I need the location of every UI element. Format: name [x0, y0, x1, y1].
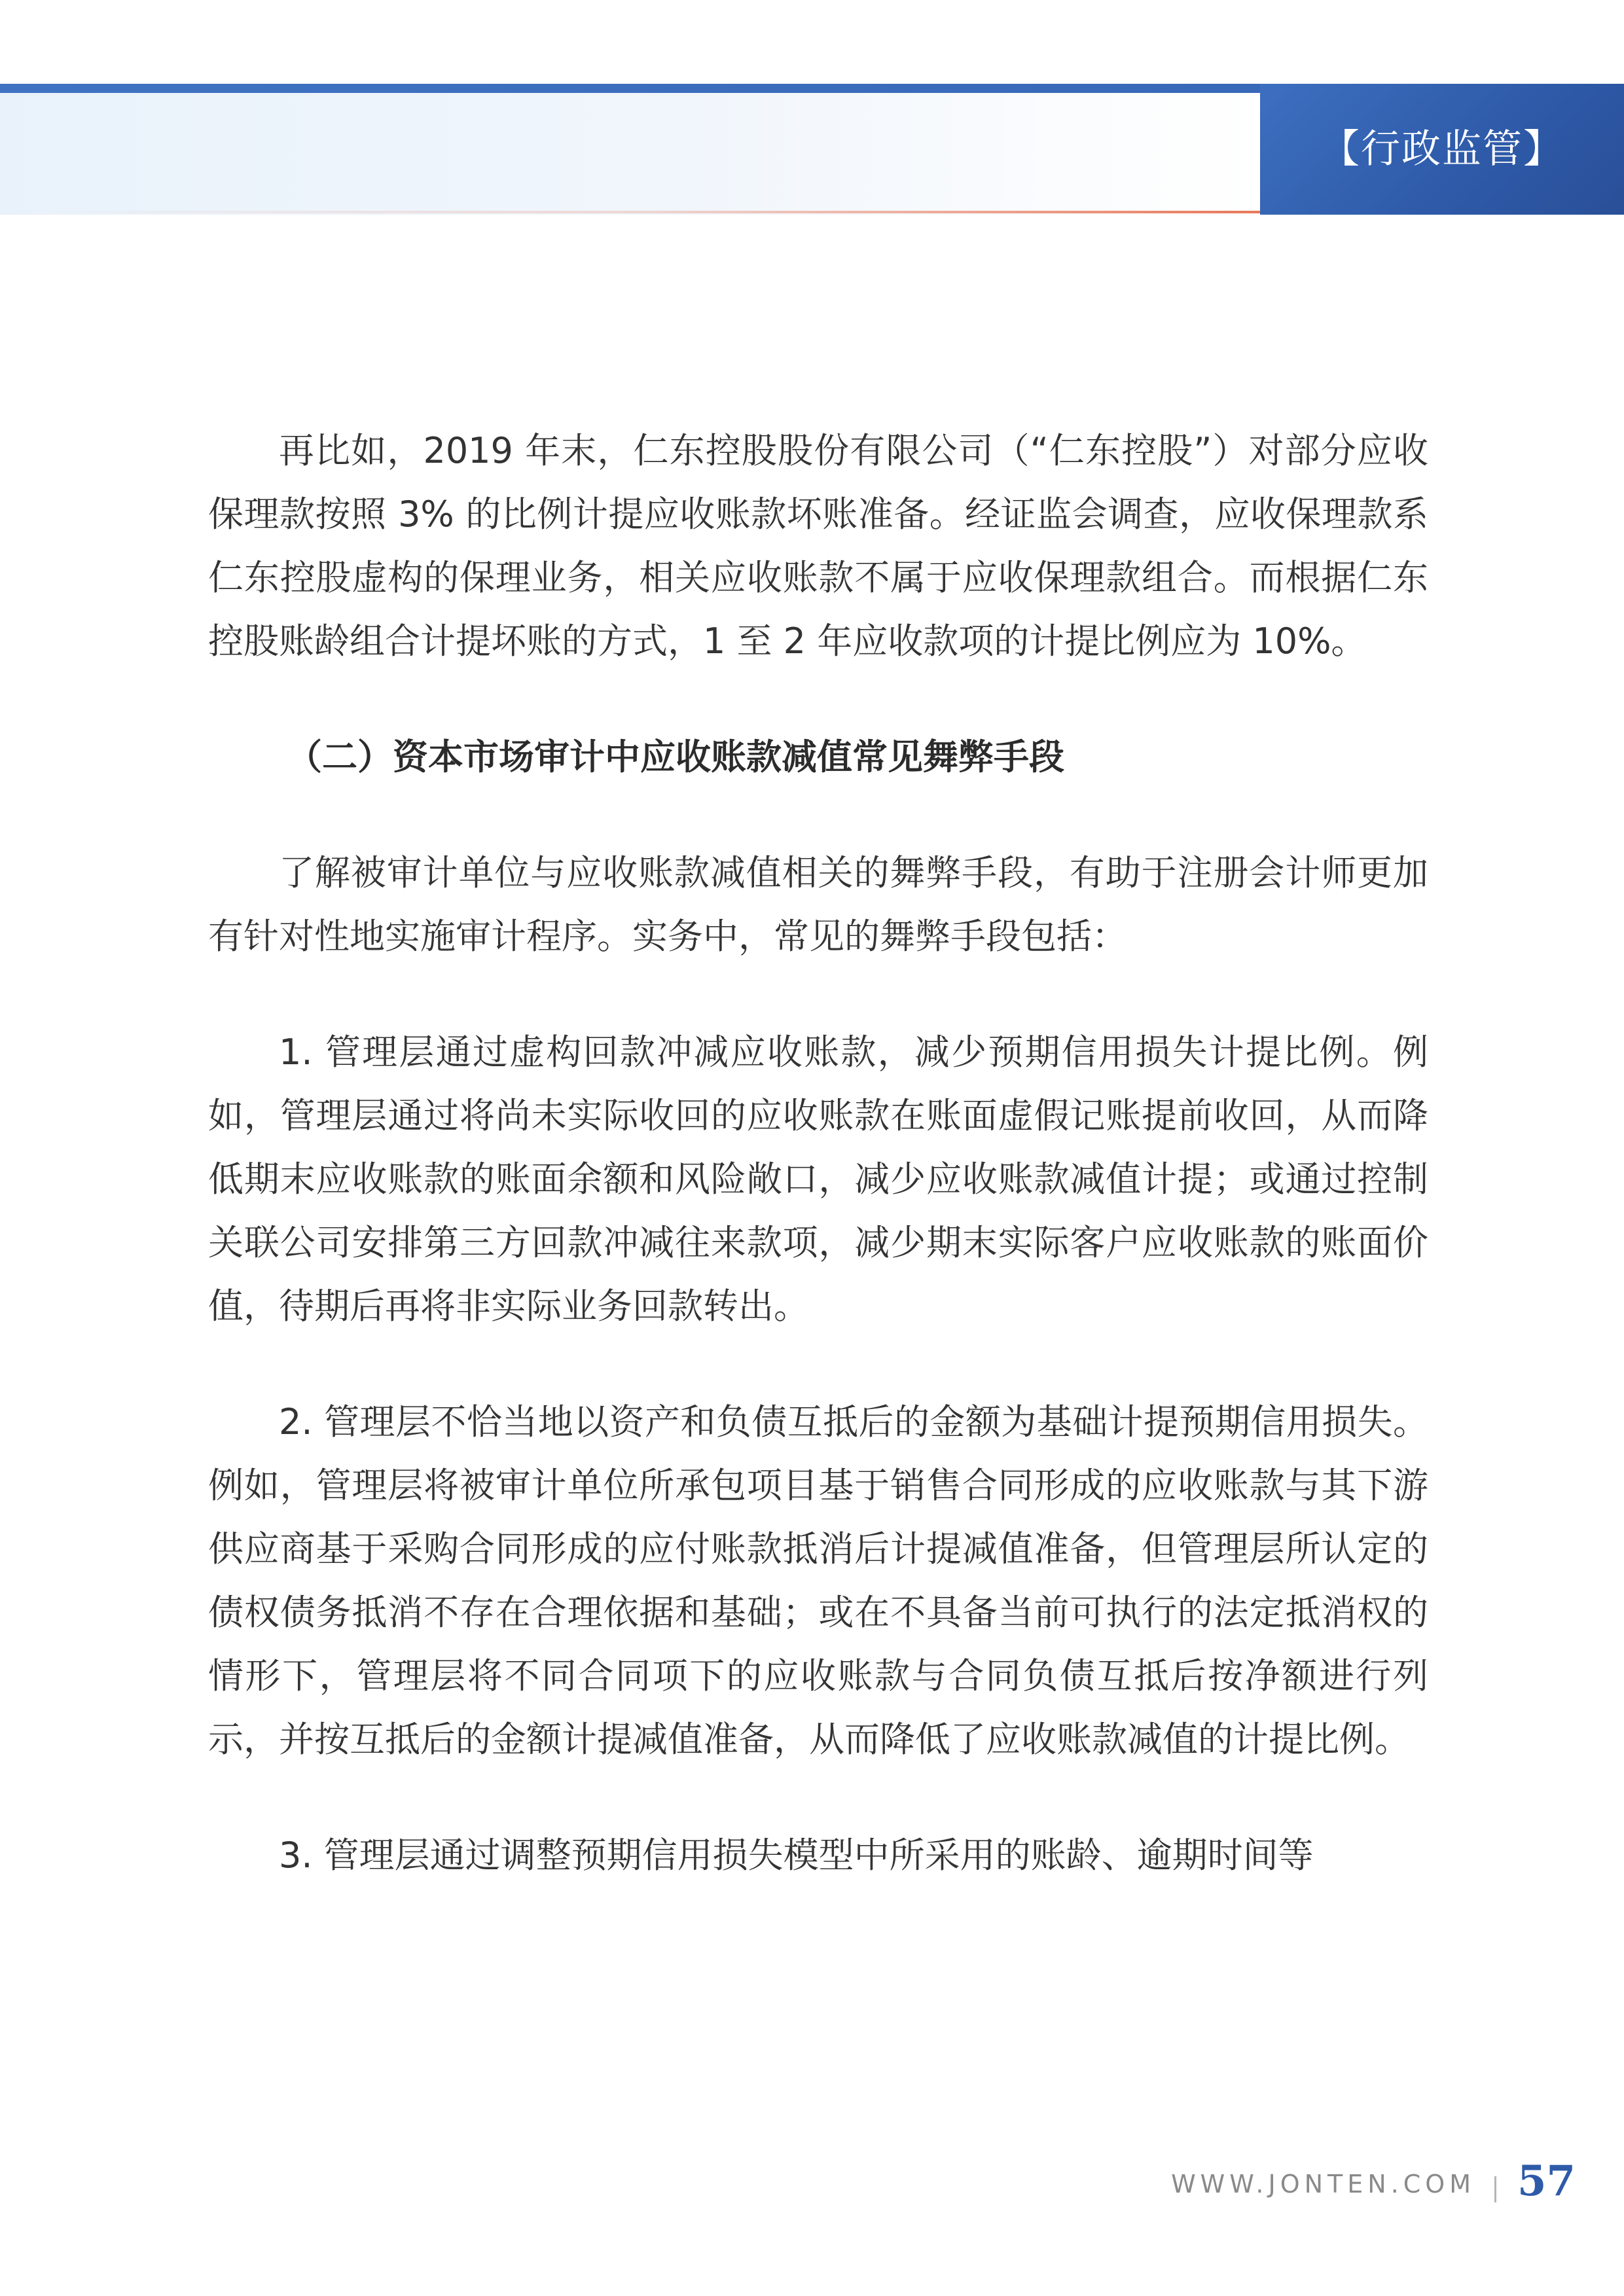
footer-website-link[interactable]: WWW.JONTEN.COM: [1171, 2170, 1475, 2198]
header-accent-rule: [26, 211, 1260, 213]
body-paragraph: 了解被审计单位与应收账款减值相关的舞弊手段，有助于注册会计师更加有针对性地实施审计程序。实务中，常见的舞弊手段包括：: [208, 852, 1428, 957]
body-paragraph: 2. 管理层不恰当地以资产和负债互抵后的金额为基础计提预期信用损失。例如，管理层将被审计单位所承包项目基于销售合同形成的应收账款与其下游供应商基于采购合同形成的应付账款抵消后计提减值准备，但管理层所认定的债权债务抵消不存在合理依据和基础；或在不具备当前可执行的法定抵消权的情形下，管理层将不同合同项下的应收账款与合同负债互抵后按净额进行列示，并按互抵后的金额计提减值准备，从而降低了应收账款减值的计提比例。: [208, 1401, 1428, 1760]
footer-divider: [1494, 2176, 1496, 2202]
page-number: 57: [1517, 2157, 1576, 2206]
body-paragraph: 1. 管理层通过虚构回款冲减应收账款，减少预期信用损失计提比例。例如，管理层通过将尚未实际收回的应收账款在账面虚假记账提前收回，从而降低期末应收账款的账面余额和风险敞口，减少应收账款减值计提；或通过控制关联公司安排第三方回款冲减往来款项，减少期末实际客户应收账款的账面价值，待期后再将非实际业务回款转出。: [208, 1031, 1428, 1327]
body-paragraph: 再比如，2019 年末，仁东控股股份有限公司（“仁东控股”）对部分应收保理款按照 3% 的比例计提应收账款坏账准备。经证监会调查，应收保理款系仁东控股虚构的保理业务，相关应收账款不属于应收保理款组合。而根据仁东控股账龄组合计提坏账的方式，1 至 2 年应收款项的计提比例应为 10%。: [208, 430, 1428, 662]
section-tag: 【行政监管】: [1260, 84, 1624, 215]
article-body: [208, 419, 1428, 1887]
header-band: [0, 84, 1624, 215]
body-paragraph: 3. 管理层通过调整预期信用损失模型中所采用的账龄、逾期时间等: [279, 1835, 1314, 1876]
header-top-rule: [0, 84, 1260, 93]
header-gradient-panel: [0, 93, 1260, 215]
section-subheading: （二）资本市场审计中应收账款减值常见舞弊手段: [287, 736, 1064, 778]
